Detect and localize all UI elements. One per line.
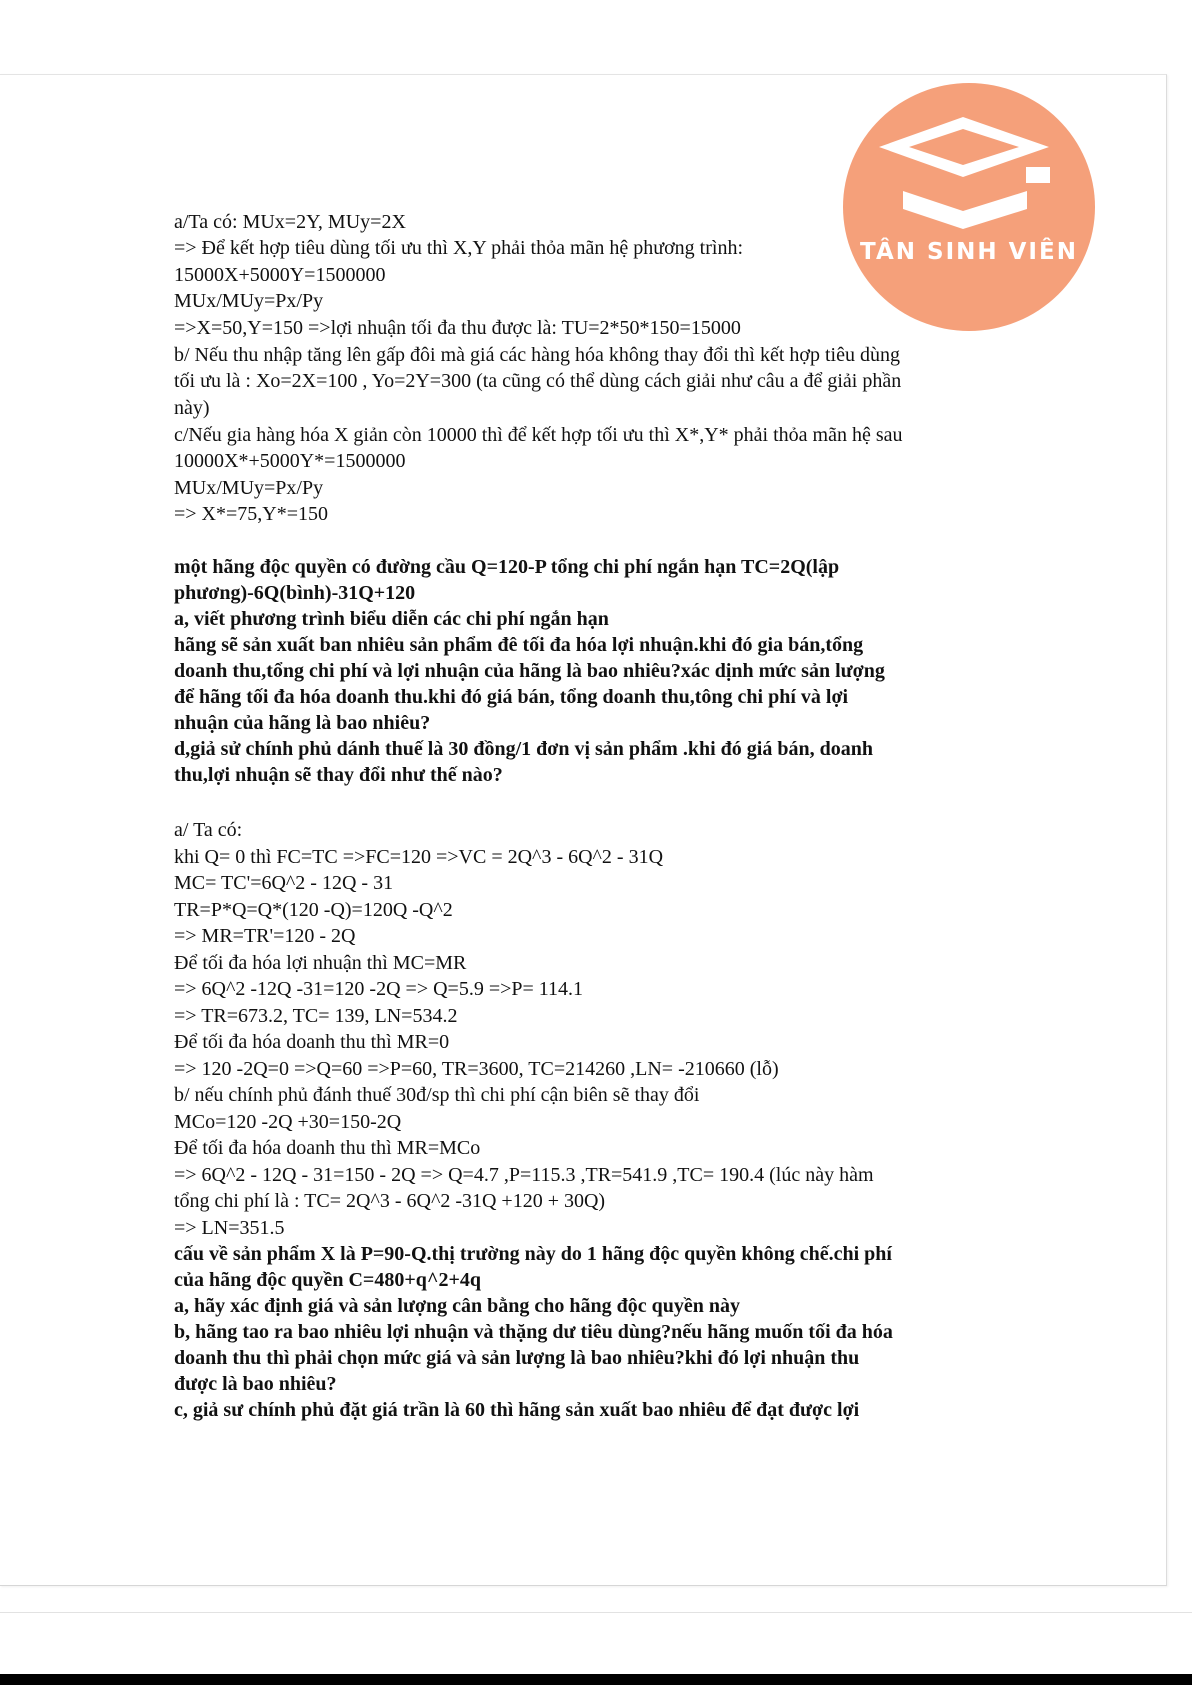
page-divider	[0, 1612, 1192, 1613]
bottom-bar	[0, 1674, 1192, 1685]
text-line-bold: phương)-6Q(bình)-31Q+120	[174, 582, 416, 604]
text-line-bold: c, giả sư chính phủ đặt giá trần là 60 thì hãng sản xuất bao nhiêu để đạt được lợi	[174, 1399, 860, 1421]
text-line: TR=P*Q=Q*(120 -Q)=120Q -Q^2	[174, 899, 453, 921]
text-line: => 120 -2Q=0 =>Q=60 =>P=60, TR=3600, TC=214260 ,LN= -210660 (lỗ)	[174, 1058, 779, 1080]
text-line: Để tối đa hóa doanh thu thì MR=MCo	[174, 1137, 481, 1159]
text-line: => TR=673.2, TC= 139, LN=534.2	[174, 1005, 458, 1027]
text-line: a/Ta có: MUx=2Y, MUy=2X	[174, 211, 406, 233]
text-line-bold: b, hãng tao ra bao nhiêu lợi nhuận và thặng dư tiêu dùng?nếu hãng muốn tối đa hóa	[174, 1321, 893, 1343]
text-line-bold: nhuận của hãng là bao nhiêu?	[174, 712, 431, 734]
text-line-bold: hãng sẽ sản xuất ban nhiêu sản phẩm đê tối đa hóa lợi nhuận.khi đó gia bán,tổng	[174, 634, 864, 656]
text-line: tổng chi phí là : TC= 2Q^3 - 6Q^2 -31Q +120 + 30Q)	[174, 1190, 606, 1212]
text-line: b/ Nếu thu nhập tăng lên gấp đôi mà giá các hàng hóa không thay đổi thì kết hợp tiêu dùng	[174, 344, 900, 366]
text-line: MCo=120 -2Q +30=150-2Q	[174, 1111, 402, 1133]
logo-text: TÂN SINH VIÊN	[860, 239, 1078, 265]
text-line: 15000X+5000Y=1500000	[174, 264, 386, 286]
text-line-bold: được là bao nhiêu?	[174, 1373, 337, 1395]
text-line: => 6Q^2 - 12Q - 31=150 - 2Q => Q=4.7 ,P=115.3 ,TR=541.9 ,TC= 190.4 (lúc này hàm	[174, 1164, 874, 1186]
text-line: khi Q= 0 thì FC=TC =>FC=120 =>VC = 2Q^3 - 6Q^2 - 31Q	[174, 846, 664, 868]
text-line: => Để kết hợp tiêu dùng tối ưu thì X,Y phải thỏa mãn hệ phương trình:	[174, 237, 744, 259]
text-line: Để tối đa hóa lợi nhuận thì MC=MR	[174, 952, 467, 974]
tan-sinh-vien-logo	[843, 83, 1095, 331]
text-line: => 6Q^2 -12Q -31=120 -2Q => Q=5.9 =>P= 114.1	[174, 978, 584, 1000]
text-line: MUx/MUy=Px/Py	[174, 477, 324, 499]
text-line: a/ Ta có:	[174, 819, 243, 841]
text-line: MC= TC'=6Q^2 - 12Q - 31	[174, 872, 394, 894]
text-line: Để tối đa hóa doanh thu thì MR=0	[174, 1031, 450, 1053]
text-line-bold: một hãng độc quyền có đường cầu Q=120-P tổng chi phí ngắn hạn TC=2Q(lập	[174, 556, 840, 578]
text-line: => X*=75,Y*=150	[174, 503, 329, 525]
text-line: 10000X*+5000Y*=1500000	[174, 450, 406, 472]
text-line-bold: thu,lợi nhuận sẽ thay đổi như thế nào?	[174, 764, 503, 786]
text-line-bold: a, hãy xác định giá và sản lượng cân bằng cho hãng độc quyền này	[174, 1295, 741, 1317]
text-line-bold: của hãng độc quyền C=480+q^2+4q	[174, 1269, 481, 1291]
text-line: c/Nếu gia hàng hóa X giản còn 10000 thì để kết hợp tối ưu thì X*,Y* phải thỏa mãn hệ sau	[174, 424, 903, 446]
text-line: tối ưu là : Xo=2X=100 , Yo=2Y=300 (ta cũng có thể dùng cách giải như câu a để giải phần	[174, 370, 902, 392]
text-line: MUx/MUy=Px/Py	[174, 290, 324, 312]
text-line-bold: cấu về sản phẩm X là P=90-Q.thị trường này do 1 hãng độc quyền không chế.chi phí	[174, 1243, 892, 1265]
text-line: =>X=50,Y=150 =>lợi nhuận tối đa thu được là: TU=2*50*150=15000	[174, 317, 741, 339]
text-line-bold: doanh thu thì phải chọn mức giá và sản lượng là bao nhiêu?khi đó lợi nhuận thu	[174, 1347, 860, 1369]
text-line: => MR=TR'=120 - 2Q	[174, 925, 356, 947]
text-line-bold: a, viết phương trình biểu diễn các chi phí ngắn hạn	[174, 608, 609, 630]
text-line: b/ nếu chính phủ đánh thuế 30đ/sp thì chi phí cận biên sẽ thay đổi	[174, 1084, 700, 1106]
graduation-cap-icon	[843, 83, 1095, 331]
text-line-bold: doanh thu,tổng chi phí và lợi nhuận của hãng là bao nhiêu?xác dịnh mức sản lượng	[174, 660, 885, 682]
text-line: => LN=351.5	[174, 1217, 285, 1239]
text-line-bold: d,giả sử chính phủ dánh thuế là 30 đồng/1 đơn vị sản phẩm .khi đó giá bán, doanh	[174, 738, 873, 760]
text-line-bold: để hãng tối đa hóa doanh thu.khi đó giá bán, tổng doanh thu,tông chi phí và lợi	[174, 686, 849, 708]
text-line: này)	[174, 397, 210, 419]
